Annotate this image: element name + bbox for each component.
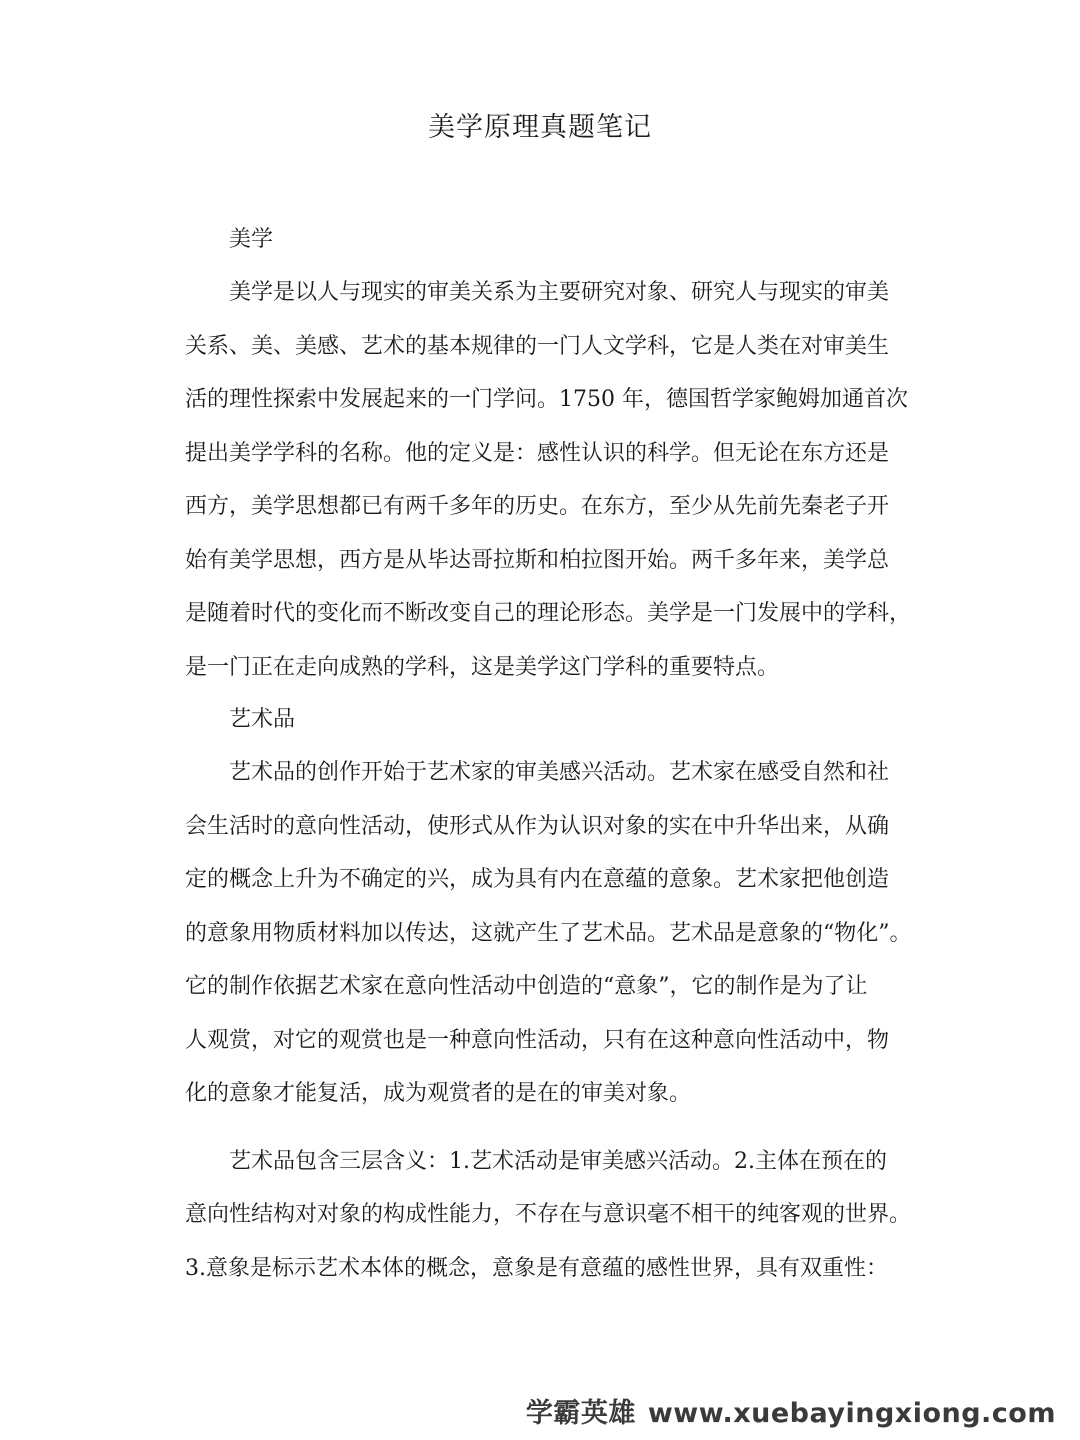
- document-title: 美学原理真题笔记: [428, 112, 652, 143]
- paragraph-line: 它的制作依据艺术家在意向性活动中创造的“意象”，它的制作是为了让: [185, 974, 868, 999]
- paragraph-line: 艺术品包含三层含义：1.艺术活动是审美感兴活动。2.主体在预在的: [229, 1148, 887, 1174]
- watermark: [526, 1391, 1056, 1430]
- paragraph-line: 始有美学思想，西方是从毕达哥拉斯和柏拉图开始。两千多年来，美学总: [185, 547, 890, 573]
- paragraph-line: 活的理性探索中发展起来的一门学问。1750 年，德国哲学家鲍姆加通首次: [185, 387, 908, 412]
- paragraph-line: 美学是以人与现实的审美关系为主要研究对象、研究人与现实的审美: [229, 280, 890, 305]
- paragraph-line: 提出美学学科的名称。他的定义是：感性认识的科学。但无论在东方还是: [185, 440, 890, 466]
- paragraph: [185, 266, 912, 694]
- paragraph-line: 是随着时代的变化而不断改变自己的理论形态。美学是一门发展中的学科，: [185, 601, 912, 626]
- paragraph-line: 的意象用物质材料加以传达，这就产生了艺术品。艺术品是意象的“物化”。: [185, 920, 912, 946]
- paragraph-line: 关系、美、美感、艺术的基本规律的一门人文学科，它是人类在对审美生: [185, 333, 890, 359]
- section-heading: 美学: [229, 227, 274, 252]
- paragraph-line: 化的意象才能复活，成为观赏者的是在的审美对象。: [185, 1081, 692, 1106]
- section-heading: 艺术品: [229, 707, 296, 732]
- paragraph: [185, 1135, 912, 1296]
- paragraph-line: 3.意象是标示艺术本体的概念，意象是有意蕴的感性世界，具有双重性：: [185, 1255, 888, 1281]
- paragraph-line: 艺术品的创作开始于艺术家的审美感兴活动。艺术家在感受自然和社: [229, 760, 890, 785]
- paragraph-line: 意向性结构对对象的构成性能力，不存在与意识毫不相干的纯客观的世界。: [185, 1202, 912, 1227]
- paragraph: [185, 746, 912, 1121]
- section-artwork: [185, 694, 912, 1295]
- document-body: [185, 214, 912, 1295]
- paragraph-line: 是一门正在走向成熟的学科，这是美学这门学科的重要特点。: [185, 654, 780, 680]
- paragraph-line: 西方，美学思想都已有两千多年的历史。在东方，至少从先前先秦老子开: [185, 494, 890, 519]
- watermark-brand: 学霸英雄: [525, 1398, 636, 1429]
- paragraph-line: 人观赏，对它的观赏也是一种意向性活动，只有在这种意向性活动中，物: [185, 1027, 890, 1053]
- paragraph-line: 会生活时的意向性活动，使形式从作为认识对象的实在中升华出来，从确: [185, 813, 890, 839]
- section-aesthetics: [185, 214, 912, 694]
- paragraph-line: 定的概念上升为不确定的兴，成为具有内在意蕴的意象。艺术家把他创造: [185, 867, 890, 892]
- watermark-url: www.xuebayingxiong.com: [647, 1398, 1056, 1429]
